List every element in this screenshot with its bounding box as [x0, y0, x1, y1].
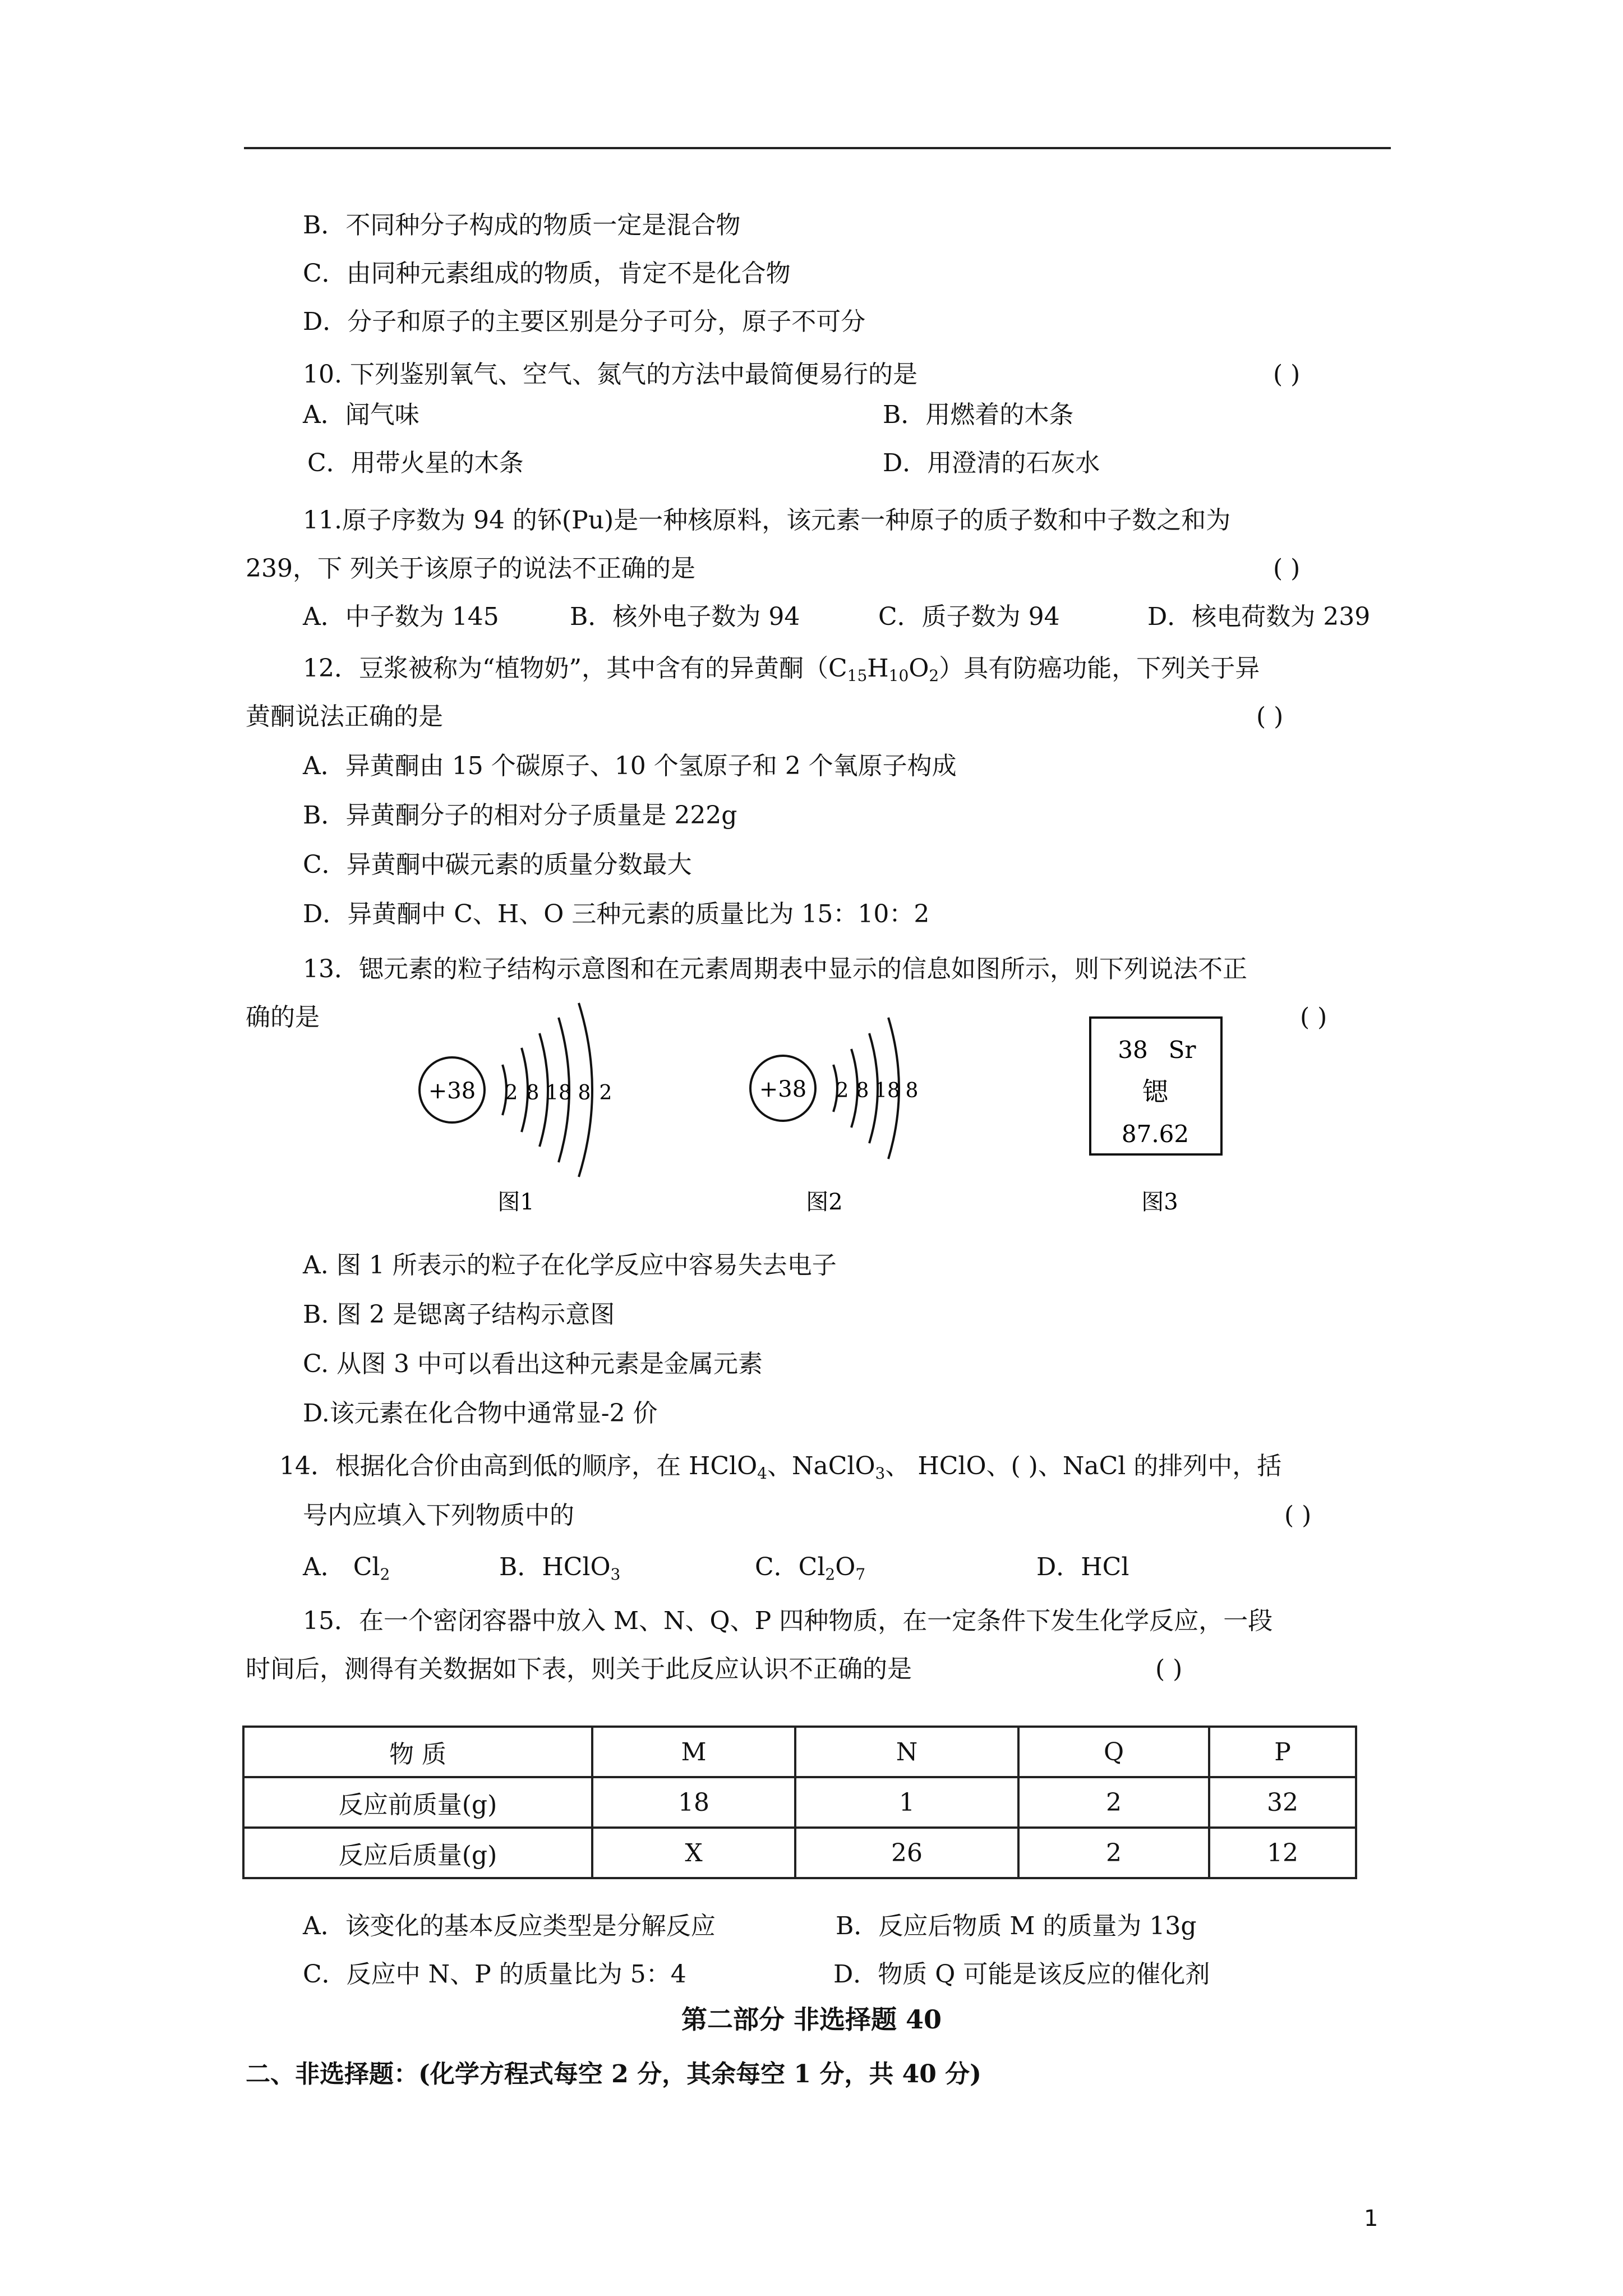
- q12-stem-line1: [303, 652, 1260, 685]
- q9-option-c: C．由同种元素组成的物质，肯定不是化合物: [303, 259, 791, 288]
- q10-stem: 10. 下列鉴别氧气、空气、氮气的方法中最简便易行的是: [303, 360, 917, 389]
- page-number: 1: [1364, 2206, 1378, 2231]
- q12-stem-line2: 黄酮说法正确的是: [246, 702, 443, 731]
- table-cell: 12: [1209, 1828, 1356, 1878]
- table-header-cell: P: [1209, 1727, 1356, 1777]
- q12-option-d: D．异黄酮中 C、H、O 三种元素的质量比为 15：10：2: [303, 900, 930, 928]
- fig1-shell-count: 2: [505, 1082, 518, 1105]
- q15-stem-line1: 15．在一个密闭容器中放入 M、N、Q、P 四种物质，在一定条件下发生化学反应，一段: [303, 1607, 1273, 1635]
- q14-option-b-text: B．HClO: [499, 1553, 611, 1581]
- table-header-row: [243, 1727, 1356, 1777]
- q14-option-a: [303, 1550, 390, 1584]
- figure-2-ion-diagram: [746, 1004, 959, 1223]
- q15-option-b: B．反应后物质 M 的质量为 13g: [836, 1912, 1197, 1940]
- q11-option-c: C．质子数为 94: [878, 602, 1060, 631]
- q12-sub-2: 2: [929, 666, 939, 685]
- table-cell: X: [592, 1828, 795, 1878]
- table-row: [243, 1777, 1356, 1828]
- table-header-cell: N: [795, 1727, 1018, 1777]
- q14-option-a-sub: 2: [380, 1565, 390, 1584]
- q14-sub-4: 4: [757, 1464, 767, 1483]
- q14-option-c-sub1: 2: [825, 1565, 836, 1584]
- table-header-cell: Q: [1018, 1727, 1209, 1777]
- q15-option-a: A．该变化的基本反应类型是分解反应: [303, 1912, 716, 1940]
- q12-stem-text-a: 12．豆浆被称为“植物奶”，其中含有的异黄酮（C: [303, 654, 847, 683]
- table-cell: 32: [1209, 1777, 1356, 1828]
- part-two-heading: 二、非选择题：(化学方程式每空 2 分，其余每空 1 分，共 40 分): [246, 2060, 982, 2088]
- q12-h: H: [867, 654, 889, 683]
- q14-option-a-text: A． Cl: [303, 1553, 380, 1581]
- q14-option-c-mid: O: [835, 1553, 856, 1581]
- q14-option-c-text: C．Cl: [755, 1553, 826, 1581]
- header-rule: [244, 147, 1391, 149]
- q11-answer-paren: ( ): [1273, 554, 1301, 583]
- q15-answer-paren: ( ): [1155, 1655, 1183, 1683]
- q14-stem-text-b: 、NaClO: [767, 1452, 875, 1480]
- table-cell: 2: [1018, 1828, 1209, 1878]
- fig2-shell-count: 2: [836, 1079, 849, 1102]
- q14-stem-text-c: 、 HClO、( )、NaCl 的排列中，括: [885, 1452, 1282, 1480]
- q14-answer-paren: ( ): [1284, 1501, 1312, 1530]
- fig1-shell-count: 8: [578, 1082, 591, 1105]
- part-two-title: 第二部分 非选择题 40: [681, 2004, 942, 2035]
- fig1-caption: 图1: [497, 1189, 534, 1215]
- q11-option-b: B．核外电子数为 94: [570, 602, 800, 631]
- table-cell: 1: [795, 1777, 1018, 1828]
- q14-option-d: D．HCl: [1036, 1553, 1129, 1581]
- table-cell: 2: [1018, 1777, 1209, 1828]
- q12-sub-10: 10: [888, 666, 909, 685]
- q9-option-d: D．分子和原子的主要区别是分子可分，原子不可分: [303, 307, 866, 336]
- q14-sub-3: 3: [875, 1464, 886, 1483]
- q14-stem-line2: 号内应填入下列物质中的: [303, 1501, 574, 1530]
- q12-option-c: C．异黄酮中碳元素的质量分数最大: [303, 850, 692, 879]
- fig3-symbol: Sr: [1168, 1036, 1196, 1064]
- fig1-shell-count: 8: [526, 1082, 540, 1105]
- table-cell: 反应前质量(g): [243, 1777, 592, 1828]
- q10-option-b: B．用燃着的木条: [883, 401, 1074, 429]
- table-row: [243, 1828, 1356, 1878]
- q14-stem-text-a: 14．根据化合价由高到低的顺序，在 HClO: [279, 1452, 758, 1480]
- q13-option-b: B. 图 2 是锶离子结构示意图: [303, 1300, 615, 1329]
- q14-stem-line1: [279, 1450, 1281, 1483]
- q14-option-b-sub: 3: [610, 1565, 621, 1584]
- q13-stem-line2: 确的是: [246, 1003, 320, 1032]
- table-header-cell: 物 质: [243, 1727, 592, 1777]
- q13-stem-line1: 13．锶元素的粒子结构示意图和在元素周期表中显示的信息如图所示，则下列说法不正: [303, 955, 1247, 983]
- q13-option-c: C. 从图 3 中可以看出这种元素是金属元素: [303, 1350, 763, 1378]
- table-cell: 18: [592, 1777, 795, 1828]
- fig2-caption: 图2: [806, 1189, 843, 1215]
- fig2-shell-count: 8: [905, 1079, 919, 1102]
- table-header-cell: M: [592, 1727, 795, 1777]
- q15-data-table: [242, 1726, 1357, 1879]
- q11-option-d: D．核电荷数为 239: [1147, 602, 1371, 631]
- q12-option-a: A．异黄酮由 15 个碳原子、10 个氢原子和 2 个氧原子构成: [303, 752, 957, 780]
- q12-answer-paren: ( ): [1256, 702, 1284, 731]
- q10-option-c: C．用带火星的木条: [307, 449, 524, 477]
- fig2-nucleus-label: +38: [759, 1076, 807, 1102]
- fig1-shell-count: 2: [599, 1082, 612, 1105]
- q9-option-b: B．不同种分子构成的物质一定是混合物: [303, 211, 741, 240]
- q12-o: O: [909, 654, 929, 683]
- fig2-shell-count: 8: [856, 1079, 869, 1102]
- q12-sub-15: 15: [847, 666, 868, 685]
- fig3-element-name: 锶: [1142, 1076, 1168, 1107]
- q14-option-c-sub2: 7: [855, 1565, 866, 1584]
- fig3-atomic-number: 38: [1118, 1036, 1148, 1064]
- q11-stem-line1: 11.原子序数为 94 的钚(Pu)是一种核原料，该元素一种原子的质子数和中子数之和为: [303, 506, 1231, 535]
- fig1-shell-count: 18: [546, 1082, 571, 1105]
- q10-answer-paren: ( ): [1273, 360, 1301, 389]
- q12-stem-text-b: ）具有防癌功能，下列关于异: [939, 654, 1260, 683]
- q13-option-a: A. 图 1 所表示的粒子在化学反应中容易失去电子: [303, 1251, 837, 1280]
- q11-stem-line2: 239，下 列关于该原子的说法不正确的是: [246, 554, 695, 583]
- table-cell: 26: [795, 1828, 1018, 1878]
- q12-option-b: B．异黄酮分子的相对分子质量是 222g: [303, 801, 737, 830]
- q14-option-b: [499, 1550, 620, 1584]
- figure-1-atom-diagram: [415, 999, 662, 1223]
- q13-answer-paren: ( ): [1300, 1003, 1327, 1032]
- q10-option-a: A．闻气味: [303, 401, 419, 429]
- q15-option-c: C．反应中 N、P 的质量比为 5：4: [303, 1960, 686, 1989]
- fig3-atomic-mass: 87.62: [1121, 1120, 1189, 1148]
- fig3-caption: 图3: [1141, 1189, 1178, 1215]
- q13-option-d: D.该元素在化合物中通常显-2 价: [303, 1399, 658, 1428]
- q15-stem-line2: 时间后，测得有关数据如下表，则关于此反应认识不正确的是: [246, 1655, 912, 1683]
- q15-option-d: D．物质 Q 可能是该反应的催化剂: [833, 1960, 1210, 1989]
- fig1-nucleus-label: +38: [428, 1078, 476, 1104]
- q11-option-a: A．中子数为 145: [303, 602, 499, 631]
- q10-option-d: D．用澄清的石灰水: [883, 449, 1100, 477]
- figure-3-periodic-cell: [1088, 1015, 1234, 1223]
- table-cell: 反应后质量(g): [243, 1828, 592, 1878]
- q14-option-c: [755, 1550, 865, 1584]
- fig2-shell-count: 18: [874, 1079, 900, 1102]
